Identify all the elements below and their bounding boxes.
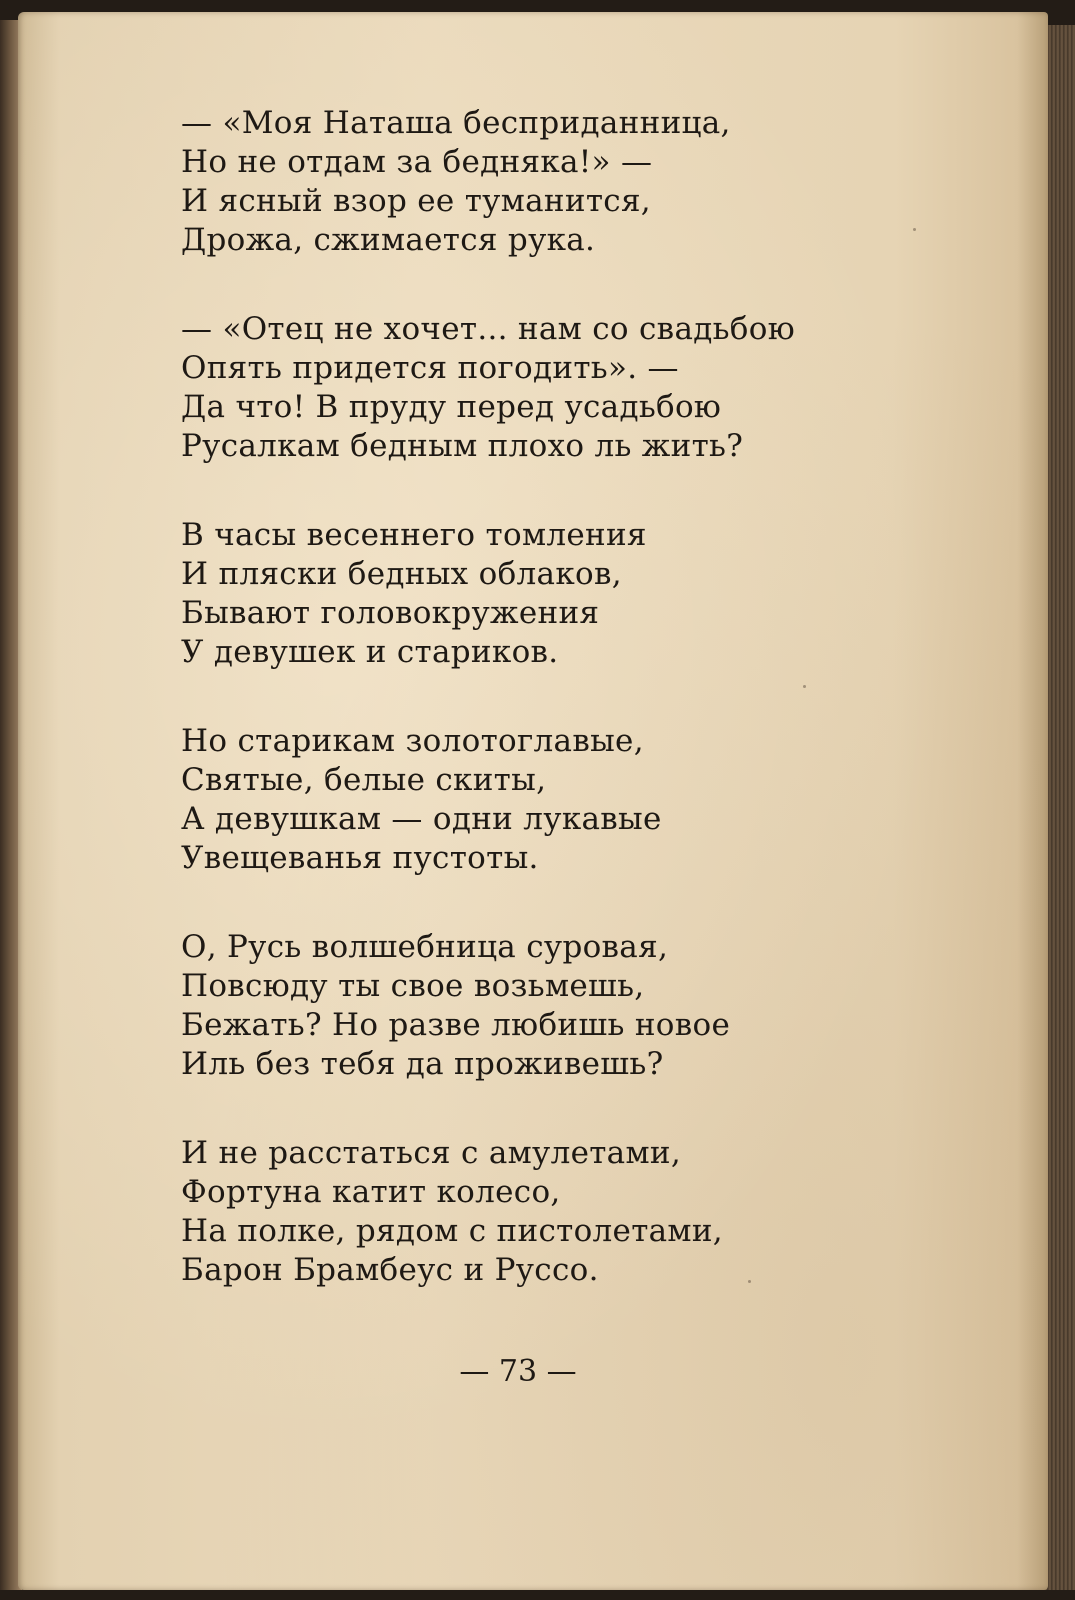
poem-line: Увещеванья пустоты. bbox=[181, 840, 539, 876]
poem-line: — «Отец не хочет... нам со свадьбою bbox=[181, 311, 796, 347]
poem-line: Повсюду ты свое возьмешь, bbox=[181, 968, 645, 1004]
poem-line: И пляски бедных облаков, bbox=[181, 556, 622, 592]
paper-speck bbox=[913, 228, 916, 231]
poem-line: Барон Брамбеус и Руссо. bbox=[181, 1252, 599, 1288]
poem-line: Бывают головокружения bbox=[181, 595, 600, 631]
stanza bbox=[181, 928, 901, 1084]
poem-line: Да что! В пруду перед усадьбою bbox=[181, 389, 722, 425]
stanza bbox=[181, 722, 901, 878]
poem-line: У девушек и стариков. bbox=[181, 634, 559, 670]
poem-line: И ясный взор ее туманится, bbox=[181, 183, 651, 219]
poem-line: Фортуна катит колесо, bbox=[181, 1174, 561, 1210]
poem-line: На полке, рядом с пистолетами, bbox=[181, 1213, 723, 1249]
poem-line: В часы весеннего томления bbox=[181, 517, 647, 553]
stanza bbox=[181, 516, 901, 672]
poem-line: Дрожа, сжимается рука. bbox=[181, 222, 596, 258]
poem-line: А девушкам — одни лукавые bbox=[181, 801, 662, 837]
poem-line: О, Русь волшебница суровая, bbox=[181, 929, 669, 965]
poem-line: Бежать? Но разве любишь новое bbox=[181, 1007, 731, 1043]
stanza bbox=[181, 104, 901, 260]
page-number: — 73 — bbox=[459, 1354, 577, 1389]
stanza bbox=[181, 1134, 901, 1290]
poem-line: Святые, белые скиты, bbox=[181, 762, 547, 798]
poem-line: Русалкам бедным плохо ль жить? bbox=[181, 428, 744, 464]
page bbox=[18, 12, 1048, 1590]
poem-line: И не расстаться с амулетами, bbox=[181, 1135, 681, 1171]
poem-line: — «Моя Наташа бесприданница, bbox=[181, 105, 731, 141]
poem-line: Но не отдам за бедняка!» — bbox=[181, 144, 653, 180]
poem-line: Опять придется погодить». — bbox=[181, 350, 679, 386]
stanza bbox=[181, 310, 901, 466]
poem-line: Но старикам золотоглавые, bbox=[181, 723, 644, 759]
poem bbox=[181, 104, 901, 1340]
poem-line: Иль без тебя да проживешь? bbox=[181, 1046, 664, 1082]
